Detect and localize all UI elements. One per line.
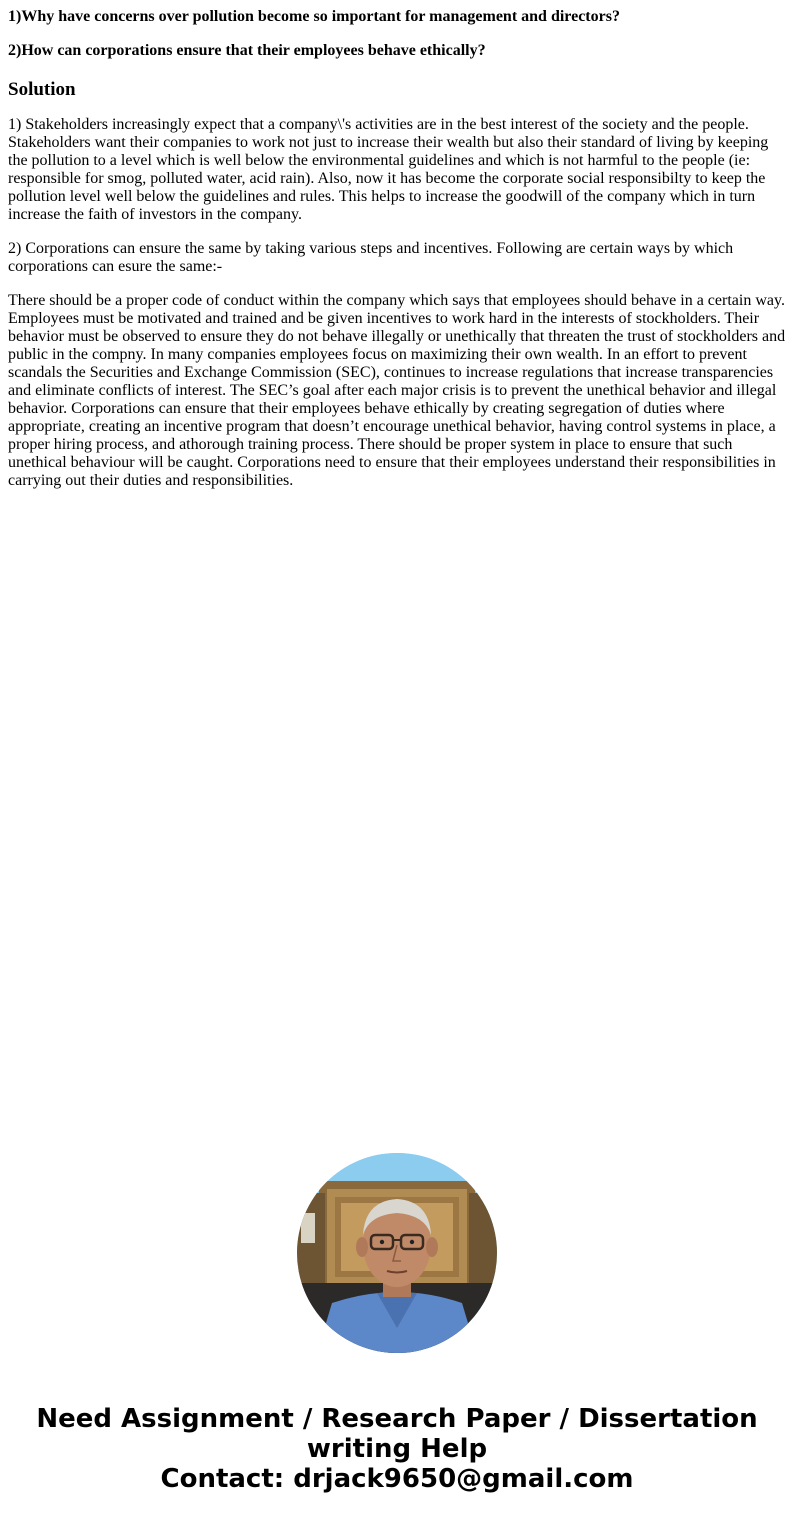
answer-paragraph-1: 1) Stakeholders increasingly expect that a company\'s activities are in the best interest of the society and the people. Stakeholders want their companies to work not just to increase their wealth but also their standard of living by keeping the pollution to a level which is well below the environmental guidelines and which is not harmful to the people (ie: responsible for smog, polluted water, acid rain). Also, now it has become the corporate social responsibilty to keep the pollution level well below the guidelines and rules. This helps to increase the goodwill of the company which in turn increase the faith of investors in the company.: [8, 116, 769, 223]
promo-line-1: Need Assignment / Research Paper / Dissertation: [36, 1404, 758, 1434]
promo-banner: [0, 1404, 794, 1494]
document-content: [8, 0, 786, 490]
solution-heading: Solution: [8, 79, 76, 100]
answer-paragraph-3: There should be a proper code of conduct within the company which says that employees should behave in a certain way. Employees must be motivated and trained and be given incentives to work hard in the interests of stockholders. Their behavior must be observed to ensure they do not behave illegally or unethically that threaten the trust of stockholders and public in the compny. In many companies employees focus on maximizing their own wealth. In an effort to prevent scandals the Securities and Exchange Commission (SEC), continues to increase regulations that increase transparencies and eliminate conflicts of interest. The SEC’s goal after each major crisis is to prevent the unethical behavior and illegal behavior. Corporations can ensure that their employees behave ethically by creating segregation of duties where appropriate, creating an incentive program that doesn’t encourage unethical behavior, having control systems in place, a proper hiring process, and athorough training process. There should be proper system in place to ensure that such unethical behaviour will be caught. Corporations need to ensure that their employees understand their responsibilities in carrying out their duties and responsibilities.: [8, 292, 786, 489]
promo-contact-line: Contact: drjack9650@gmail.com: [160, 1464, 634, 1494]
question-1: 1)Why have concerns over pollution become so important for management and directors?: [8, 8, 620, 25]
answer-paragraph-2: 2) Corporations can ensure the same by taking various steps and incentives. Following are certain ways by which corporations can esure the same:-: [8, 240, 734, 275]
question-2: 2)How can corporations ensure that their employees behave ethically?: [8, 42, 486, 59]
promo-line-2: writing Help: [306, 1434, 488, 1464]
author-avatar-photo: [297, 1153, 497, 1353]
